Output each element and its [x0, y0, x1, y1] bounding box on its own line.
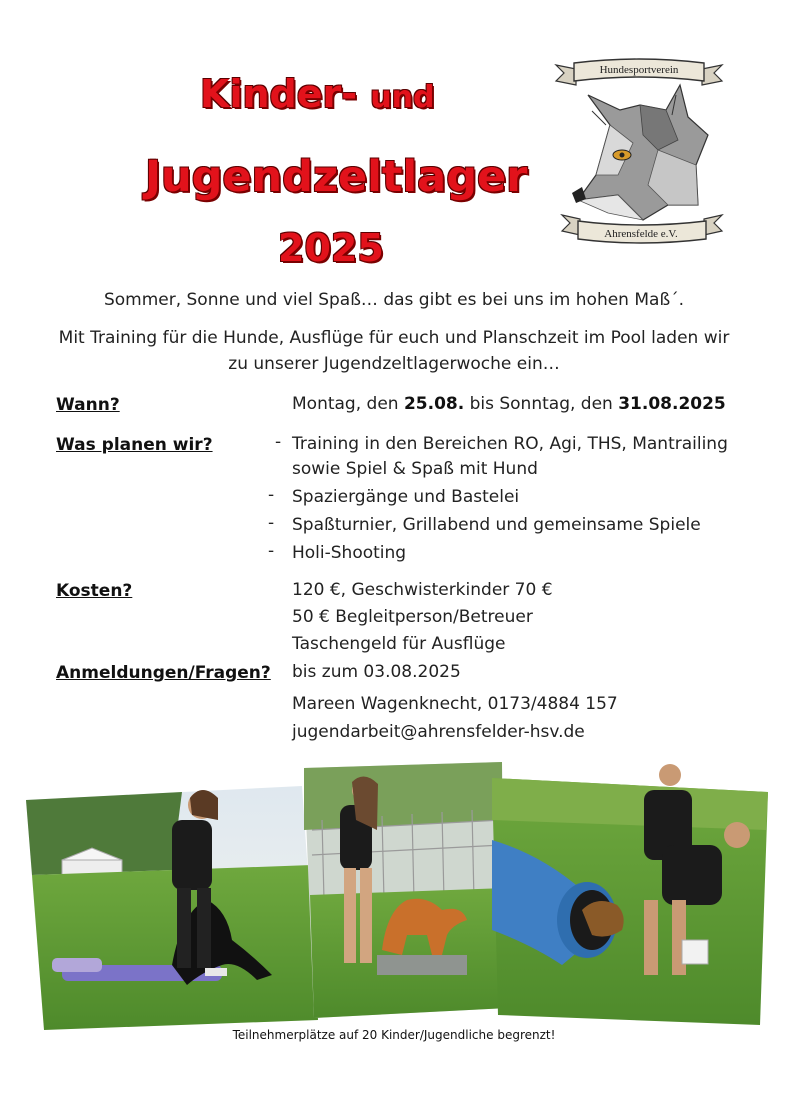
- wolf-head-icon: [572, 85, 708, 220]
- title-line-1: Kinder- und: [200, 72, 435, 116]
- photo-dog-on-platform: [304, 762, 508, 1018]
- participant-limit-note: Teilnehmerplätze auf 20 Kinder/Jugendliche begrenzt!: [232, 1028, 556, 1042]
- bullet-dash: -: [275, 432, 282, 452]
- plans-label: Was planen wir?: [56, 435, 213, 455]
- cost-line: 120 €, Geschwisterkinder 70 €: [292, 580, 553, 600]
- plan-item: Spaziergänge und Bastelei: [292, 487, 520, 507]
- plan-item: Holi-Shooting: [292, 543, 407, 563]
- intro-line-1: Sommer, Sonne und viel Spaß… das gibt es bei uns im hohen Maß´.: [103, 290, 685, 310]
- club-logo: [548, 55, 730, 247]
- logo-top-text: Hundesportverein: [599, 64, 679, 76]
- cost-line: Taschengeld für Ausflüge: [292, 634, 506, 654]
- when-value: Montag, den 25.08. bis Sonntag, den 31.08.2025: [292, 394, 726, 414]
- title-year: 2025: [278, 226, 384, 270]
- logo-bottom-text: Ahrensfelde e.V.: [604, 228, 678, 240]
- photo-collage: [22, 760, 768, 1035]
- bullet-dash: -: [268, 485, 275, 505]
- plan-item: Training in den Bereichen RO, Agi, THS, Mantrailing: [292, 434, 728, 454]
- bullet-dash: -: [268, 541, 275, 561]
- costs-label: Kosten?: [56, 581, 133, 601]
- plan-item: sowie Spiel & Spaß mit Hund: [292, 459, 538, 479]
- when-label: Wann?: [56, 395, 120, 415]
- contact-label: Anmeldungen/Fragen?: [56, 663, 271, 683]
- contact-email: jugendarbeit@ahrensfelder-hsv.de: [292, 722, 585, 742]
- bullet-dash: -: [268, 513, 275, 533]
- plan-item: Spaßturnier, Grillabend und gemeinsame Spiele: [292, 515, 701, 535]
- contact-person: Mareen Wagenknecht, 0173/4884 157: [292, 694, 618, 714]
- title-line-2: Jugendzeltlager: [145, 152, 528, 202]
- photo-agility-black-dog: [26, 786, 318, 1030]
- deadline: bis zum 03.08.2025: [292, 662, 461, 682]
- photo-tunnel-shepherd: [492, 764, 768, 1025]
- intro-paragraph: Mit Training für die Hunde, Ausflüge für euch und Planschzeit im Pool laden wir zu unserer Jugendzeltlagerwoche ein…: [58, 328, 730, 374]
- cost-line: 50 € Begleitperson/Betreuer: [292, 607, 533, 627]
